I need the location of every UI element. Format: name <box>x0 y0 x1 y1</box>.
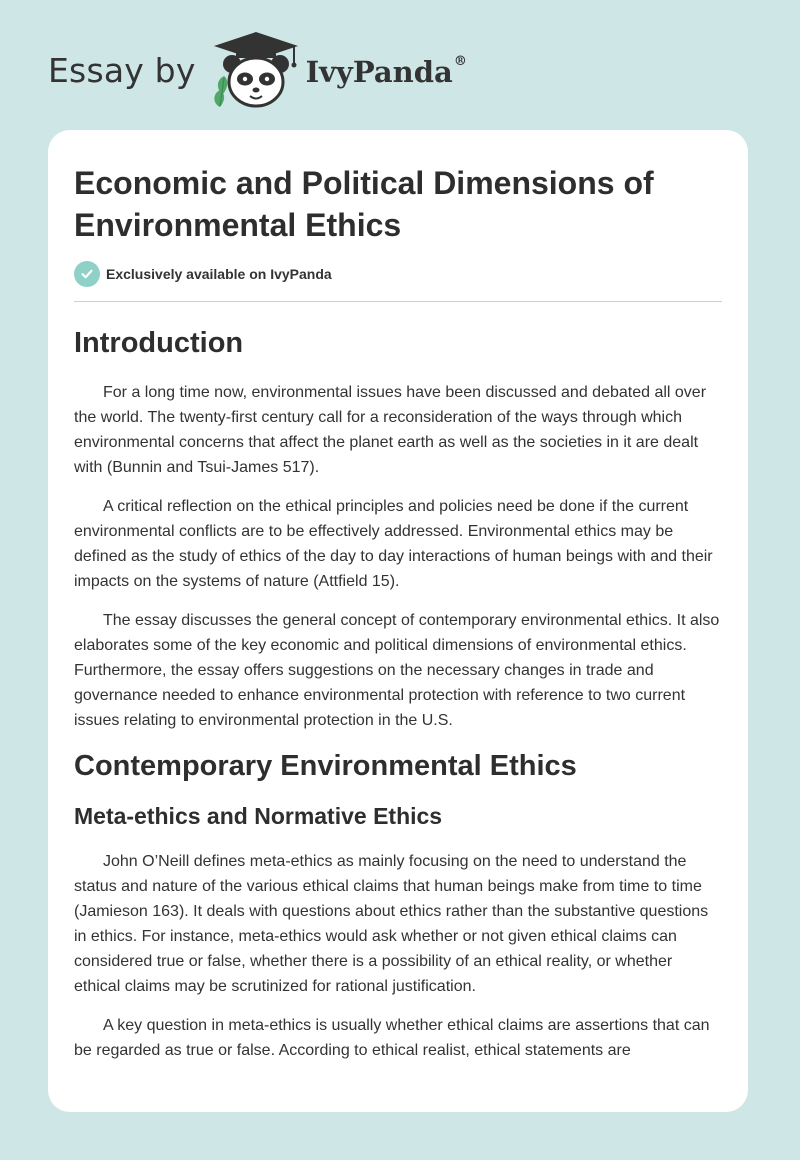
paragraph: A key question in meta-ethics is usually whether ethical claims are assertions that can be regarded as true or false. According to ethical realist, ethical statements are <box>74 1017 710 1059</box>
brand-name: IvyPanda® <box>305 54 467 89</box>
essay-title: Economic and Political Dimensions of Environmental Ethics <box>74 165 654 243</box>
paragraph: John O’Neill defines meta-ethics as mainly focusing on the need to understand the status and nature of the various ethical claims that human beings make from time to time (Jamieson 163). It deals with questions about ethics rather than the substantive questions in ethics. For instance, meta-ethics would ask whether or not given ethical claims can considered true or false, whether there is a possibility of an ethical reality, or whether ethical claims may be scrutinized for rational justification. <box>74 853 709 995</box>
registered-mark: ® <box>453 54 467 70</box>
paragraph: The essay discusses the general concept of contemporary environmental ethics. It also elaborates some of the key economic and political dimensions of environmental ethics. Furthermore, the essay offers suggestions on the necessary changes in trade and governance needed to enhance environmental protection with reference to two current issues relating to environmental protection in the U.S. <box>74 612 720 729</box>
subsection-heading-meta-ethics: Meta-ethics and Normative Ethics <box>74 803 443 829</box>
paragraph: For a long time now, environmental issues have been discussed and debated all over the world. The twenty-first century call for a reconsideration of the ways through which environmental concerns that affect the planet earth as well as the societies in it are dealt with (Bunnin and Tsui-James 517). <box>74 384 707 476</box>
exclusive-badge-label: Exclusively available on IvyPanda <box>106 266 332 282</box>
exclusive-badge <box>74 260 722 288</box>
ivypanda-logo-icon[interactable] <box>210 30 302 110</box>
paragraph: A critical reflection on the ethical principles and policies need be done if the current environmental conflicts are to be effectively addressed. Environmental ethics may be defined as the study of ethics of the day to day interactions of human beings with and their impacts on the systems of nature (Attfield 15). <box>74 498 713 590</box>
section-heading-contemporary-ethics: Contemporary Environmental Ethics <box>74 750 577 782</box>
section-heading-introduction: Introduction <box>74 327 244 359</box>
site-header <box>48 28 467 112</box>
divider <box>74 301 722 302</box>
essay-by-label: Essay by <box>48 50 196 90</box>
check-circle-icon <box>74 261 100 287</box>
essay-card <box>48 130 748 1112</box>
